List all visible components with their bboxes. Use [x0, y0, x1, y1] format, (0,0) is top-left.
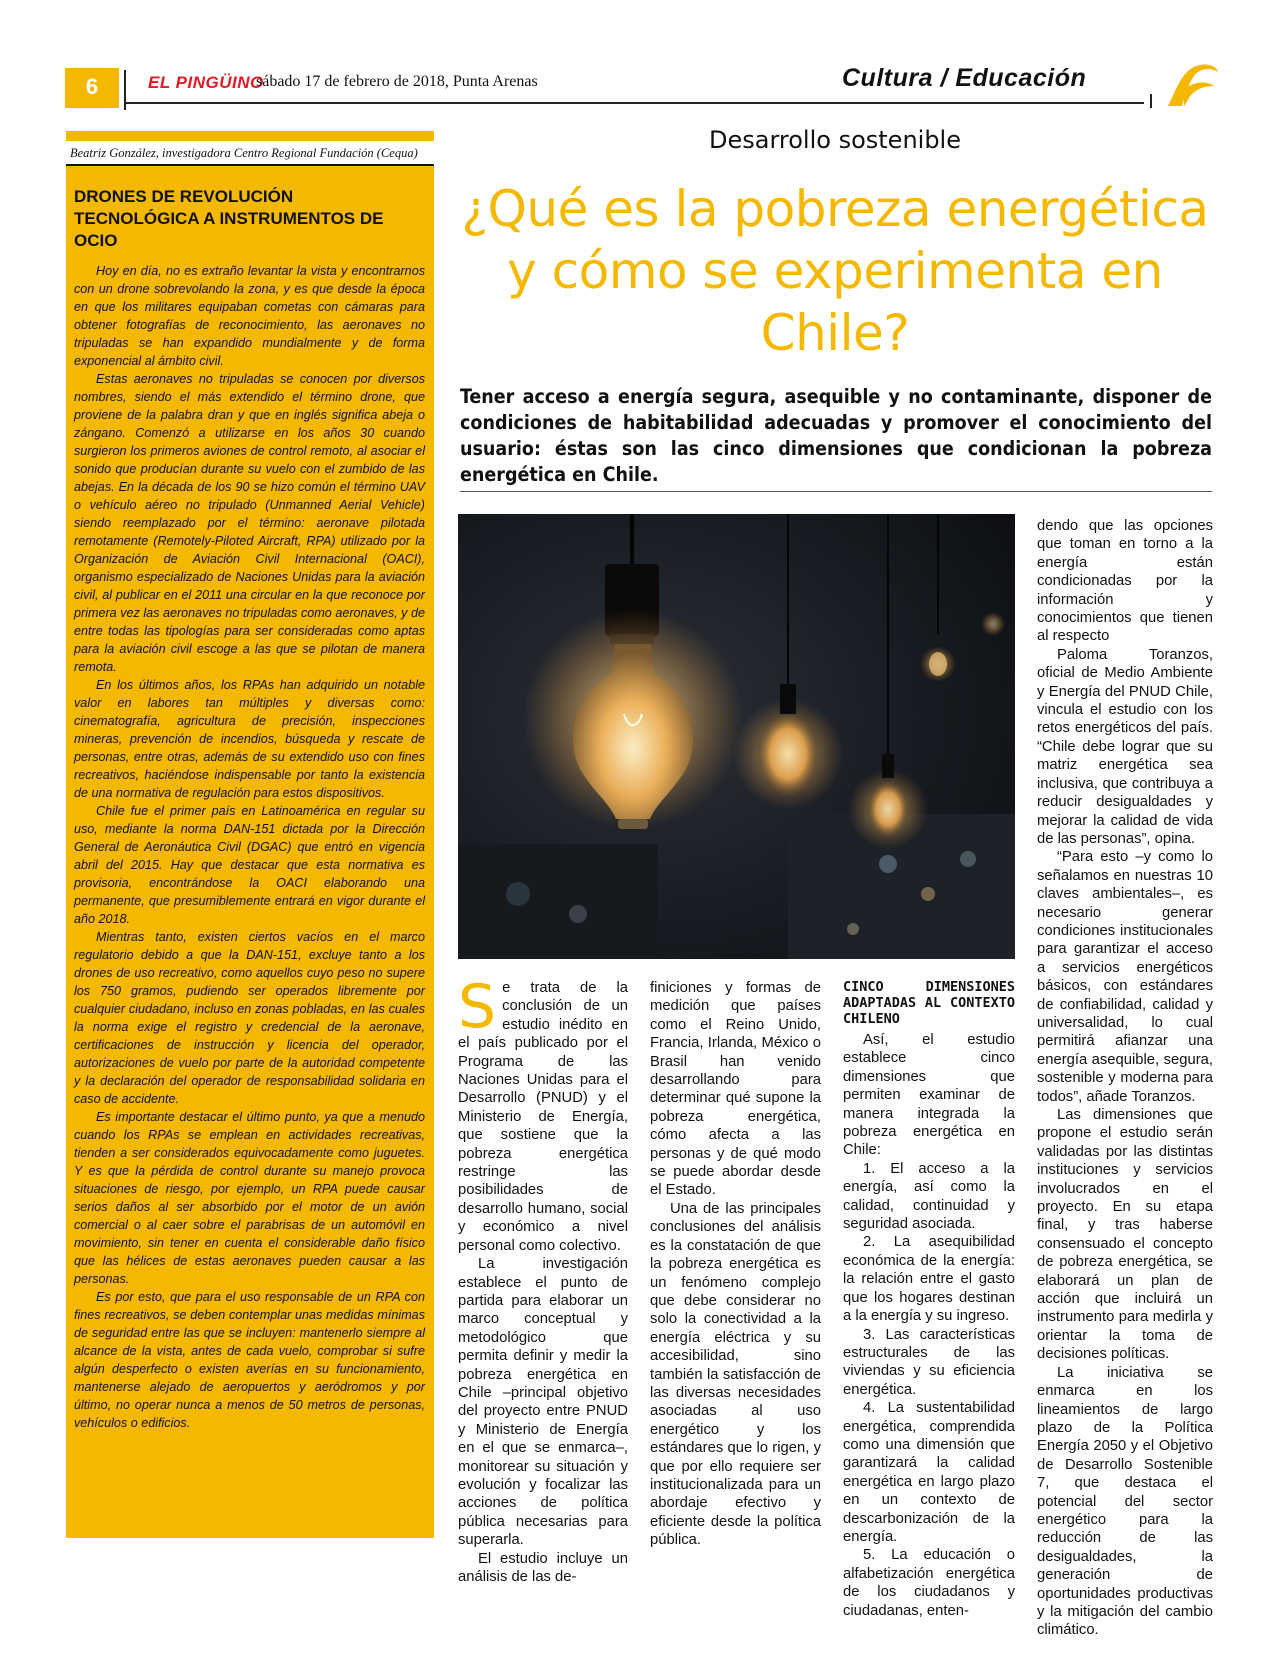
- sidebar-paragraph: En los últimos años, los RPAs han adquirido un notable valor en labores tan múltiples y diversas como: cinematografía, agricultura de precisión, inspecciones mineras, prevención de incendios, búsqueda y rescate de personas, entre otras, además de su extendido uso con fines recreativos, haciéndose indispensable por tanto la existencia de una normativa de regulación para estos dispositivos.: [74, 678, 425, 800]
- article-paragraph: Así, el estudio establece cinco dimensiones que permiten examinar de manera integrada la pobreza energética en Chile:: [843, 1032, 1015, 1159]
- sidebar-author: Beatriz González, investigadora Centro Regional Fundación (Cequa): [66, 141, 434, 166]
- article-paragraph: Las dimensiones que propone el estudio serán validadas por las distintas instituciones y servicios involucrados en el proyecto. En su etapa final, y tras haberse consensuado el concepto de pobreza energética, se elaborará un plan de acción que incluirá un instrumento para medirla y orientar la toma de decisiones políticas.: [1037, 1107, 1213, 1363]
- dimension-item: 3. Las características estructurales de las viviendas y su eficiencia energética.: [843, 1326, 1015, 1398]
- article-paragraph: dendo que las opciones que toman en torno a la energía están condicionadas por la información y conocimientos que tienen al respecto: [1037, 518, 1213, 645]
- article-paragraph: La iniciativa se enmarca en los lineamientos de largo plazo de la Política Energía 2050 y el Objetivo de Desarrollo Sostenible 7, que destaca el potencial del sector energético para la reducción de las desigualdades, la generación de oportunidades productivas y la mitigación del cambio climático.: [1037, 1364, 1213, 1639]
- article-column-1: [458, 972, 628, 1586]
- lead-divider: [460, 491, 1212, 492]
- article-paragraph: “Para esto –y como lo señalamos en nuestras 10 claves ambientales–, es necesario generar condiciones institucionales para garantizar el acceso a servicios energéticos básicos, con estándares de confiabilidad, calidad y universalidad, lo cual permitirá afianzar una energía asequible, segura, sostenible y moderna para todos”, añade Toranzos.: [1037, 849, 1213, 1105]
- header-tick: [1150, 94, 1152, 108]
- article-column-4: [1037, 517, 1213, 1640]
- article-kicker: Desarrollo sostenible: [709, 126, 961, 154]
- article-lead: Tener acceso a energía segura, asequible y no contaminante, disponer de condiciones de habitabilidad adecuadas y promover el conocimiento del usuario: éstas son las cinco dimensiones que condicionan la pobreza energética en Chile.: [460, 385, 1212, 486]
- dimension-item: 2. La asequibilidad económica de la energía: la relación entre el gasto que los hogares destinan a la energía y su ingreso.: [843, 1234, 1015, 1325]
- article-paragraph: Una de las principales conclusiones del análisis es la constatación de que la pobreza energética es un fenómeno complejo que debe considerar no solo la conectividad a la energía eléctrica y su accesibilidad, sino también la satisfacción de las diversas necesidades asociadas al uso energético y los estándares que lo rigen, y que por ello requiere ser institucionalizada para un abordaje efectivo y eficiente desde la política pública.: [650, 1200, 821, 1549]
- sidebar-paragraph: Hoy en día, no es extraño levantar la vista y encontrarnos con un drone sobrevolando la zona, y es que desde la época en que los militares equipaban cometas con cámaras para obtener fotografías de reconocimiento, las aeronaves no tripuladas se han expandido mundialmente y de forma exponencial al ámbito civil.: [74, 264, 425, 368]
- sidebar-paragraph: Chile fue el primer país en Latinoamérica en regular su uso, mediante la norma DAN-151 dictada por la Dirección General de Aeronáutica Civil (DGAC) que entró en vigencia abril del 2015. Hay que destacar que esta normativa es provisoria, encontrándose la OACI elaborando una permanente, que presumiblemente entrará en vigor durante el año 2018.: [74, 804, 425, 926]
- brand-swirl-icon: [1162, 60, 1222, 115]
- sidebar-paragraph: Es importante destacar el último punto, ya que a menudo cuando los RPAs se emplean en actividades recreativas, tienden a ser considerados equivocadamente como juguetes. Y es que la pérdida de control durante su manejo provoca situaciones de riesgo, por ejemplo, un RPA puede causar serios daños al ser absorbido por el motor de un avión comercial o al caer sobre el parabrisas de un automóvil en movimiento, sin tener en cuenta el considerable daño físico que las hélices de estas aeronaves pueden causar a las personas.: [74, 1110, 425, 1286]
- section-title: Cultura / Educación: [842, 64, 1087, 92]
- sidebar-body: [74, 262, 425, 1432]
- sidebar-title: DRONES DE REVOLUCIÓN TECNOLÓGICA A INSTRUMENTOS DE OCIO: [74, 187, 384, 250]
- article-headline: ¿Qué es la pobreza energética y cómo se experimenta en Chile?: [461, 180, 1209, 362]
- sidebar-paragraph: Es por esto, que para el uso responsable de un RPA con fines recreativos, se deben contemplar unas medidas mínimas de seguridad entre las que se incluyen: mantenerlo siempre al alcance de la vista, antes de cada vuelo, comprobar si sufre algún desperfecto o existen averías en su funcionamiento, mantenerse alejado de aeropuertos y aeródromos y por último, no operar nunca a menos de 50 metros de personas, vehículos o edificios.: [74, 1290, 425, 1430]
- drop-cap: S: [458, 972, 497, 1042]
- page-number: 6: [85, 74, 99, 99]
- dimension-item: 5. La educación o alfabetización energética de los ciudadanos y ciudadanas, enten-: [843, 1547, 1015, 1619]
- article-paragraph: El estudio incluye un análisis de las de-: [458, 1550, 628, 1585]
- newspaper-logo: EL PINGÜINO: [148, 73, 264, 92]
- article-subhead: CINCO DIMENSIONES ADAPTADAS AL CONTEXTO CHILENO: [843, 979, 1015, 1027]
- light-bulbs-photo: [458, 514, 1015, 959]
- header-divider: [124, 102, 1144, 104]
- header-divider-vertical: [124, 70, 126, 110]
- article-paragraph: Paloma Toranzos, oficial de Medio Ambiente y Energía del PNUD Chile, vincula el estudio con los retos energéticos del país. “Chile debe lograr que su matriz energética sea inclusiva, que contribuya a reducir desigualdades y mejorar la calidad de vida de las personas”, opina.: [1037, 646, 1213, 847]
- article-paragraph: La investigación establece el punto de partida para elaborar un marco conceptual y metodológico que permita definir y medir la pobreza energética en Chile –principal objetivo del proyecto entre PNUD y Ministerio de Energía en el que se enmarca–, monitorear su situación y evolución y focalizar las acciones de política pública necesarias para superarla.: [458, 1256, 628, 1549]
- sidebar-paragraph: Estas aeronaves no tripuladas se conocen por diversos nombres, siendo el más extendido el término drone, que proviene de la palabra dran y que en inglés significa abeja o zángano. Comenzó a utilizarse en los años 30 cuando surgieron los primeros aviones de control remoto, al asociar el sonido que producían durante su vuelo con el zumbido de las abejas. En la década de los 90 se hizo común el término UAV o vehículo aéreo no tripulado (Unmanned Aerial Vehicle) siendo reemplazado por el término: aeronave pilotada remotamente (Remotely-Piloted Aircraft, RPA) utilizado por la Organización de Aviación Civil Internacional (OACI), organismo especializado de Naciones Unidas para la aviación civil, al publicar en el 2011 una circular en la que reconoce por primera vez las aeronaves no tripuladas como aeronaves, y de entre todas las tipologías para ser consideradas como aptas para la aviación civil escoge a las que se pilotan de manera remota.: [74, 372, 425, 674]
- article-paragraph: finiciones y formas de medición que países como el Reino Unido, Francia, Irlanda, México o Brasil han venido desarrollando para determinar qué supone la pobreza energética, cómo afecta a las personas y de qué modo se puede abordar desde el Estado.: [650, 980, 821, 1199]
- dateline: sábado 17 de febrero de 2018, Punta Arenas: [256, 73, 538, 90]
- sidebar-top-bar: [66, 131, 434, 140]
- article-paragraph: e trata de la conclusión de un estudio inédito en el país publicado por el Programa de las Naciones Unidas para el Desarrollo (PNUD) y el Ministerio de Energía, que sostiene que la pobreza energética restringe las posibilidades de desarrollo humano, social y económico a nivel personal como colectivo.: [458, 980, 628, 1254]
- dimension-item: 1. El acceso a la energía, así como la calidad, continuidad y seguridad asociada.: [843, 1160, 1015, 1233]
- sidebar-paragraph: Mientras tanto, existen ciertos vacíos en el marco regulatorio debido a que la DAN-151, excluye tanto a los drones de uso recreativo, como aquellos cuyo peso no supere los 750 gramos, pudiendo ser operados libremente por cualquier ciudadano, incluso en zonas pobladas, en las cuales la norma exige el registro y credencial de la aeronave, certificaciones de instrucción y licencia del operador, autorizaciones de vuelo por parte de la autoridad competente y la declaración del operador de responsabilidad solidaria en caso de accidente.: [74, 930, 425, 1106]
- article-column-2: [650, 979, 821, 1550]
- dimension-item: 4. La sustentabilidad energética, comprendida como una dimensión que garantizará la calidad energética en largo plazo en un contexto de descarbonización de la energía.: [843, 1400, 1015, 1545]
- article-column-3: [843, 979, 1015, 1620]
